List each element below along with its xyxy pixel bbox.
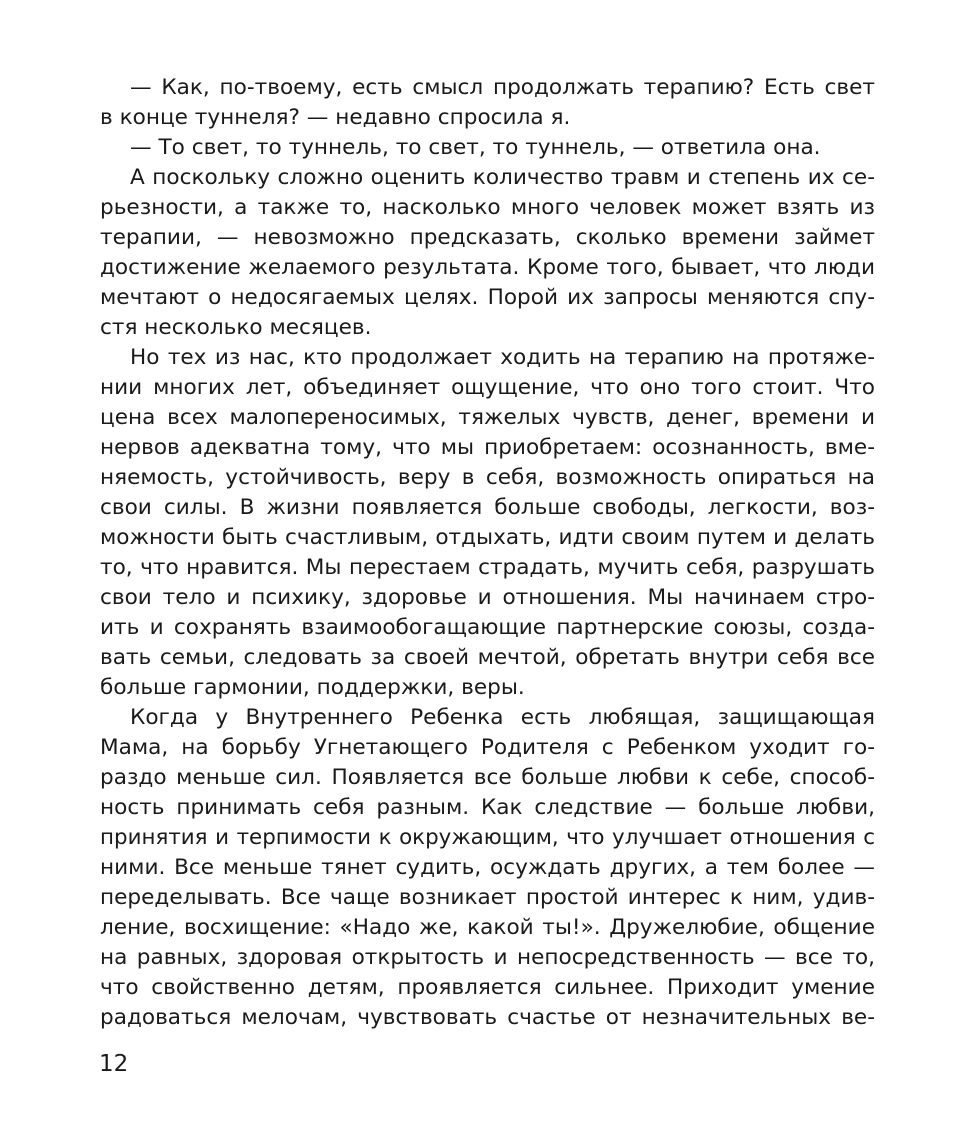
text-line: нии многих лет, объединяет ощущение, что оно того стоит. Что xyxy=(100,375,875,400)
text-line: радоваться мелочам, чувствовать счастье от незначительных ве- xyxy=(100,1005,875,1030)
text-line: — То свет, то туннель, то свет, то туннель, — ответила она. xyxy=(130,135,821,160)
text-line: то, что нравится. Мы перестаем страдать, мучить себя, разрушать xyxy=(100,555,875,580)
text-line: Когда у Внутреннего Ребенка есть любящая, защищающая xyxy=(130,705,875,730)
text-line: больше гармонии, поддержки, веры. xyxy=(100,675,525,700)
page-number: 12 xyxy=(99,1051,129,1077)
text-line: няемость, устойчивость, веру в себя, возможность опираться на xyxy=(100,465,875,490)
text-line: — Как, по-твоему, есть смысл продолжать терапию? Есть свет xyxy=(130,75,875,100)
text-line: в конце туннеля? — недавно спросила я. xyxy=(100,105,571,130)
body-text xyxy=(100,73,875,1033)
text-line: что свойственно детям, проявляется сильнее. Приходит умение xyxy=(100,975,875,1000)
text-line: Мама, на борьбу Угнетающего Родителя с Ребенком уходит го- xyxy=(100,735,875,760)
text-line: достижение желаемого результата. Кроме того, бывает, что люди xyxy=(100,255,875,280)
text-line: свои тело и психику, здоровье и отношения. Мы начинаем стро- xyxy=(100,585,875,610)
text-line: нервов адекватна тому, что мы приобретаем: осознанность, вме- xyxy=(100,435,875,460)
text-line: ними. Все меньше тянет судить, осуждать других, а тем более — xyxy=(100,855,875,880)
text-line: можности быть счастливым, отдыхать, идти своим путем и делать xyxy=(100,525,875,550)
text-line: раздо меньше сил. Появляется все больше любви к себе, способ- xyxy=(100,765,875,790)
text-line: цена всех малопереносимых, тяжелых чувств, денег, времени и xyxy=(100,405,875,430)
text-line: стя несколько месяцев. xyxy=(100,315,372,340)
text-line: вать семьи, следовать за своей мечтой, обретать внутри себя все xyxy=(100,645,875,670)
text-line: ить и сохранять взаимообогащающие партнерские союзы, созда- xyxy=(100,615,875,640)
text-line: свои силы. В жизни появляется больше свободы, легкости, воз- xyxy=(100,495,875,520)
text-line: терапии, — невозможно предсказать, сколько времени займет xyxy=(100,225,875,250)
text-line: переделывать. Все чаще возникает простой интерес к ним, удив- xyxy=(100,885,875,910)
text-line: на равных, здоровая открытость и непосредственность — все то, xyxy=(100,945,875,970)
text-line: ность принимать себя разным. Как следствие — больше любви, xyxy=(100,795,875,820)
text-line: ление, восхищение: «Надо же, какой ты!». Дружелюбие, общение xyxy=(100,915,875,940)
text-line: Но тех из нас, кто продолжает ходить на терапию на протяже- xyxy=(130,345,875,370)
text-line: рьезности, а также то, насколько много человек может взять из xyxy=(100,195,875,220)
text-line: мечтают о недосягаемых целях. Порой их запросы меняются спу- xyxy=(100,285,875,310)
text-line: А поскольку сложно оценить количество травм и степень их се- xyxy=(130,165,875,190)
text-line: принятия и терпимости к окружающим, что улучшает отношения с xyxy=(100,825,875,850)
